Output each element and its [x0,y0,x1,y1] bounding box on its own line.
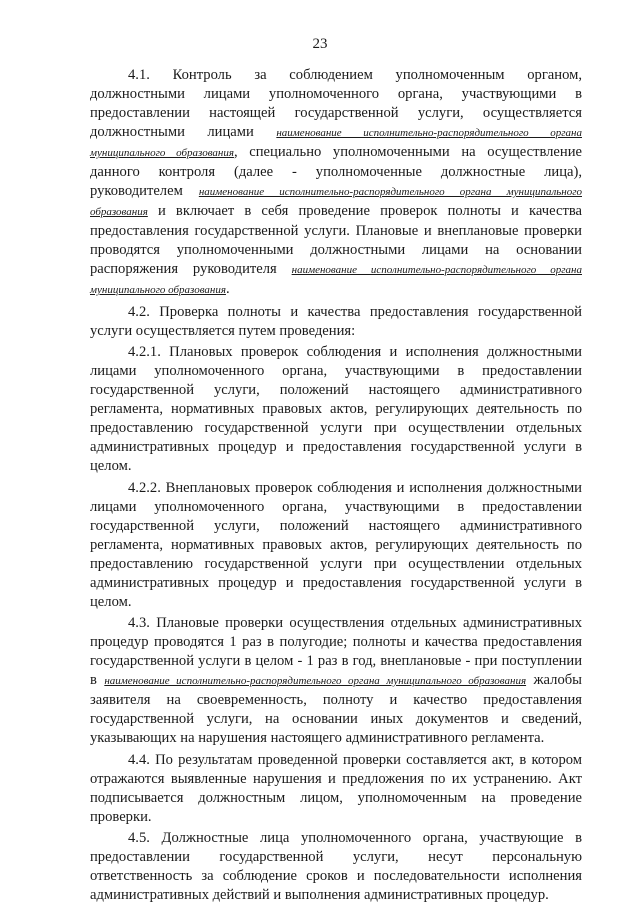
text-segment: 4.3. Плановые проверки осуществления отдельных административных процедур проводятся 1 раз в полугодие; полноты и качества предоставления государственной услуги в целом - 1 раз в год, внеплановые - при поступлении в [90,615,582,688]
text-segment: 4.1. Контроль за соблюдением уполномоченным органом, должностными лицами уполномоченного органа, участвующими в предоставлении настоящей государственной услуги, осуществляется должностными лицами [90,67,582,140]
paragraph-4-5 [90,829,582,905]
text-segment: . [225,281,230,297]
placeholder-field: наименование исполнительно-распорядительного органа муниципального образования [90,264,582,296]
placeholder-field: наименование исполнительно-распорядительного органа муниципального образования [90,127,582,159]
text-segment: жалобы заявителя на своевременность, полноту и качество предоставления государственной услуги, на основании иных документов и сведений, указывающих на нарушения настоящего административного регламента. [90,672,582,746]
paragraph-4-1 [90,66,582,300]
text-segment: 4.2.2. Внеплановых проверок соблюдения и исполнения должностными лицами уполномоченного органа, участвующими в предоставлении государственной услуги, положений настоящего административного регламента, нормативных правовых актов, регулирующих деятельность по предоставлению государственной услуги при осуществлении отдельных административных процедур и предоставления государственной услуги в целом. [90,479,582,610]
page-number: 23 [312,36,328,52]
placeholder-field: наименование исполнительно-распорядительного органа муниципального образования [90,186,582,218]
paragraph-4-2-1 [90,343,582,476]
paragraph-4-2 [90,303,582,341]
paragraph-4-2-2 [90,479,582,612]
text-segment: 4.5. Должностные лица уполномоченного органа, участвующие в предоставлении государственной услуги, несут персональную ответственность за соблюдение сроков и последовательности исполнения административных действий и выполнения административных процедур. [90,830,582,903]
text-segment: 4.4. По результатам проведенной проверки составляется акт, в котором отражаются выявленные нарушения и предложения по их устранению. Акт подписывается должностным лицом, уполномоченным на проведение проверки. [90,751,582,825]
text-segment: и включает в себя проведение проверок полноты и качества предоставления государственной услуги. Плановые и внеплановые проверки проводятся уполномоченными должностными лицами на основании распоряжения руководителя [90,203,582,277]
text-segment: 4.2. Проверка полноты и качества предоставления государственной услуги осуществляется путем проведения: [90,303,582,339]
text-segment: 4.2.1. Плановых проверок соблюдения и исполнения должностными лицами уполномоченного органа, участвующими в предоставлении государственной услуги, положений настоящего административного регламента, нормативных правовых актов, регулирующих деятельность по предоставлению государственной услуги при осуществлении отдельных административных процедур и предоставления государственной услуги в целом. [90,344,582,474]
document-body [90,66,582,908]
paragraph-4-4 [90,751,582,827]
text-segment: , специально уполномоченными на осуществление данного контроля (далее - уполномоченные должностные лица), руководителем [90,144,583,199]
paragraph-4-3 [90,614,582,748]
placeholder-field: наименование исполнительно-распорядительного органа муниципального образования [104,675,527,687]
